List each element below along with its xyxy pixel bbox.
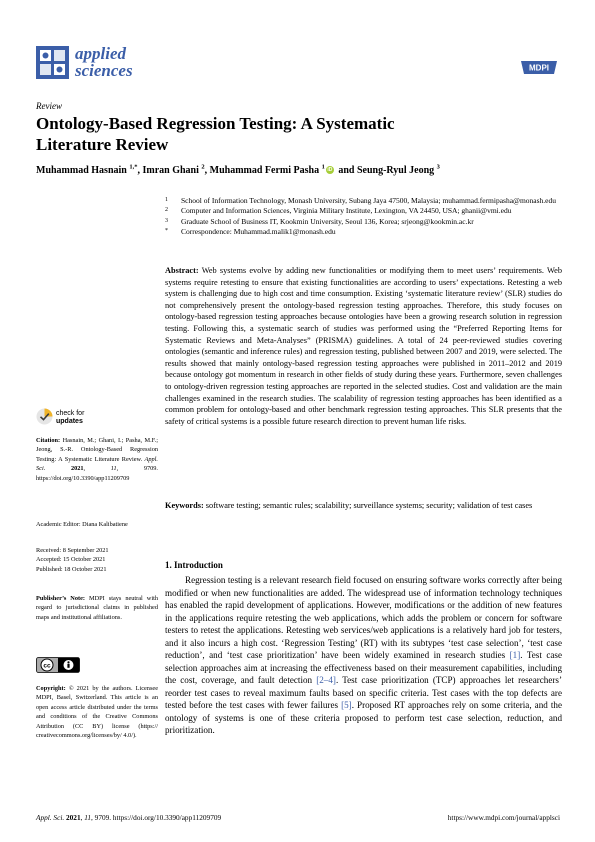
journal-name-line1: applied bbox=[75, 44, 126, 63]
citation-label: Citation: bbox=[36, 437, 61, 444]
body-text: Regression testing is a relevant research field focused on ensuring software works correctly after being modified or when new functionalities are added. The widespread use of information technology techniques has enabled the rapid development of applications. However, modifications or the addition of new features in the applications require retesting the web applications, which adds the problem or concern for software testers to retest the applications. Retesting web services/web applications is a relatively hard job for testers, and it also incurs a high cost. ‘Regression Testing’ (RT) with its subtypes ‘test case selection’, ‘test case reduction’, and ‘test case prioritization’ have been widely examined in research studies bbox=[165, 575, 562, 660]
published-date: Published: 18 October 2021 bbox=[36, 565, 107, 573]
author-sup: 2 bbox=[201, 163, 205, 171]
check-updates-icon bbox=[36, 408, 53, 425]
check-updates-line1: check for bbox=[56, 410, 85, 417]
author-sep: , bbox=[137, 165, 143, 176]
cc-label: cc bbox=[43, 662, 51, 670]
journal-name bbox=[75, 45, 133, 79]
author-sep: , bbox=[204, 165, 210, 176]
affiliation-mark: 1 bbox=[165, 197, 168, 203]
publisher-name: MDPI bbox=[529, 63, 549, 73]
author-sup: 3 bbox=[436, 163, 440, 171]
affiliation-text: School of Information Technology, Monash University, Subang Jaya 47500, Malaysia; muhammad.fermipasha@monash.edu bbox=[181, 196, 556, 205]
affiliation-mark: * bbox=[165, 228, 168, 235]
publisher-note-label: Publisher’s Note: bbox=[36, 595, 85, 602]
copyright bbox=[36, 684, 158, 740]
journal-name-line2: sciences bbox=[75, 61, 133, 80]
body-text: . Test case selection approaches aim at increasing the effectiveness based on their measurement capabilities, including the cost, coverage, and fault detection bbox=[165, 650, 562, 685]
journal-logo bbox=[36, 45, 146, 83]
orcid-icon[interactable]: iD bbox=[327, 166, 333, 173]
reference-link[interactable]: [1] bbox=[509, 650, 521, 660]
author-name: Imran Ghani bbox=[142, 165, 199, 176]
accepted-date: Accepted: 15 October 2021 bbox=[36, 556, 106, 564]
citation: Citation: Hasnain, M.; Ghani, I.; Pasha, M.F.; Jeong, S.-R. Ontology-Based Regression Testing: A Systematic Literature Review. Appl. Sci. 2021, 11, 9709. https://doi.org/10.3390/app11209709 bbox=[36, 437, 158, 482]
mdpi-logo-icon bbox=[519, 60, 559, 75]
introduction-text bbox=[165, 574, 562, 737]
applied-sciences-logo-icon bbox=[36, 46, 69, 79]
author-name: Muhammad Fermi Pasha bbox=[209, 165, 320, 176]
keywords bbox=[165, 500, 562, 512]
affiliation-item bbox=[165, 206, 565, 216]
affiliation-text: Computer and Information Sciences, Virginia Military Institute, Lexington, VA 24450, USA; ghanii@vmi.edu bbox=[181, 206, 512, 216]
affiliation-item bbox=[165, 217, 565, 227]
citation-year: 2021 bbox=[70, 465, 84, 473]
reference-link[interactable]: [5] bbox=[341, 700, 352, 710]
article-title: Ontology-Based Regression Testing: A Systematic Literature Review bbox=[36, 114, 395, 154]
affiliation-mark: 2 bbox=[165, 207, 168, 214]
affiliation-list bbox=[165, 196, 565, 238]
received-date: Received: 8 September 2021 bbox=[36, 547, 109, 554]
abstract bbox=[165, 265, 562, 427]
footer-year: 2021 bbox=[66, 813, 81, 822]
check-updates-text bbox=[56, 410, 84, 426]
affiliation-text: Correspondence: Muhammad.malik1@monash.edu bbox=[181, 227, 336, 237]
reference-link[interactable]: [2–4] bbox=[316, 675, 336, 685]
affiliation-item bbox=[165, 196, 565, 206]
body-text: . Proposed RT approaches rely on some criteria, and the ontology of systems is one of these criteria proposed to perform test case selection, reduction, and prioritization. bbox=[165, 700, 562, 735]
keywords-text: software testing; semantic rules; scalability; surveillance systems; security; validation of test cases bbox=[205, 501, 533, 510]
academic-editor: Academic Editor: Diana Kalibatiene bbox=[36, 521, 128, 528]
publisher-note bbox=[36, 594, 158, 622]
abstract-text: Web systems evolve by adding new functionalities or modifying them to meet users’ requirements. Web systems require retesting to ensure that existing functionalities are according to users’ expectations. Retesting a web system is challenging due to high cost and time consumption. Existing ‘systematic literature review’ (SLR) studies do not comprehensively present the ontology-based regression testing approaches. Therefore, this study focuses on ontology-based regression testing approaches because ontologies have been a growing research solution in regression testing. Following this, a systematic search of studies was performed using the “Preferred Reporting Items for Systematic Reviews and Meta-Analyses” (PRISMA) guidelines. A total of 24 peer-reviewed studies covering ontologies (semantic and inference rules) and regression testing, published between 2007 and 2019, were selected. The results showed that mainly ontology-based regression testing approaches were published in 2011–2012 and 2019 because ontology got momentum in research in other fields of study during these years. Furthermore, seven challenges to ontology-driven regression testing approaches are reported in the selected studies. Cost and validation are the main challenges examined in the research studies. The scalability of regression testing approaches has been identified as a common problem for ontology-based and other benchmark regression testing approaches. This SLR presents that the safety of critical systems is a possible future research direction to prevent human life risks. bbox=[165, 266, 562, 426]
author-name: Seung-Ryul Jeong bbox=[356, 165, 435, 176]
author-sup: 1,* bbox=[129, 163, 138, 171]
affiliation-text: Graduate School of Business IT, Kookmin University, Seoul 136, Korea; srjeong@kookmin.ac.kr bbox=[181, 216, 474, 226]
body-text: . Test case prioritization (TCP) approaches let researchers’ reorder test cases to reveal maximum faults based on specific criteria. Test cases with the top defects are tested before the test cases with fewer failures bbox=[165, 675, 562, 710]
check-for-updates[interactable] bbox=[36, 408, 116, 428]
footer-doi[interactable]: , 9709. https://doi.org/10.3390/app11209709 bbox=[91, 813, 222, 822]
author-sep: and bbox=[335, 165, 357, 176]
affiliation-item bbox=[165, 227, 565, 237]
copyright-text: © 2021 by the authors. Licensee MDPI, Basel, Switzerland. This article is an open access article distributed under the terms and conditions of the Creative Commons Attribution (CC BY) license (https:// creativecommons.org/licenses/by/ 4.0/). bbox=[36, 685, 159, 740]
footer-journal-url[interactable]: https://www.mdpi.com/journal/applsci bbox=[447, 813, 560, 822]
citation-doi[interactable]: , 9709. https://doi.org/10.3390/app11209709 bbox=[36, 465, 158, 482]
author-name: Muhammad Hasnain bbox=[36, 165, 127, 176]
article-type: Review bbox=[36, 101, 62, 111]
section-heading: 1. Introduction bbox=[165, 560, 223, 570]
author-list bbox=[36, 165, 576, 177]
publisher-note-text: MDPI stays neutral with regard to jurisdictional claims in published maps and institutional affiliations. bbox=[36, 595, 158, 621]
affiliation-mark: 3 bbox=[165, 217, 168, 224]
cc-by-license-icon[interactable] bbox=[36, 657, 80, 673]
check-updates-line2: updates bbox=[56, 418, 83, 425]
abstract-label: Abstract: bbox=[165, 266, 199, 275]
footer-journal: Appl. Sci. bbox=[36, 813, 65, 822]
keywords-label: Keywords: bbox=[165, 501, 204, 510]
copyright-label: Copyright: bbox=[36, 685, 66, 692]
citation-journal: Appl. Sci. bbox=[36, 455, 158, 473]
author-sup: 1 bbox=[321, 163, 325, 171]
citation-text: Hasnain, M.; Ghani, I.; Pasha, M.F.; Jeong, S.-R. Ontology-Based Regression Testing: A Systematic Literature Review. bbox=[36, 437, 158, 463]
article-dates bbox=[36, 546, 158, 574]
footer-citation: Appl. Sci. 2021, 11, 9709. https://doi.org/10.3390/app11209709 bbox=[36, 813, 222, 822]
citation-volume: 11 bbox=[110, 465, 117, 473]
footer-volume: 11 bbox=[84, 813, 92, 822]
